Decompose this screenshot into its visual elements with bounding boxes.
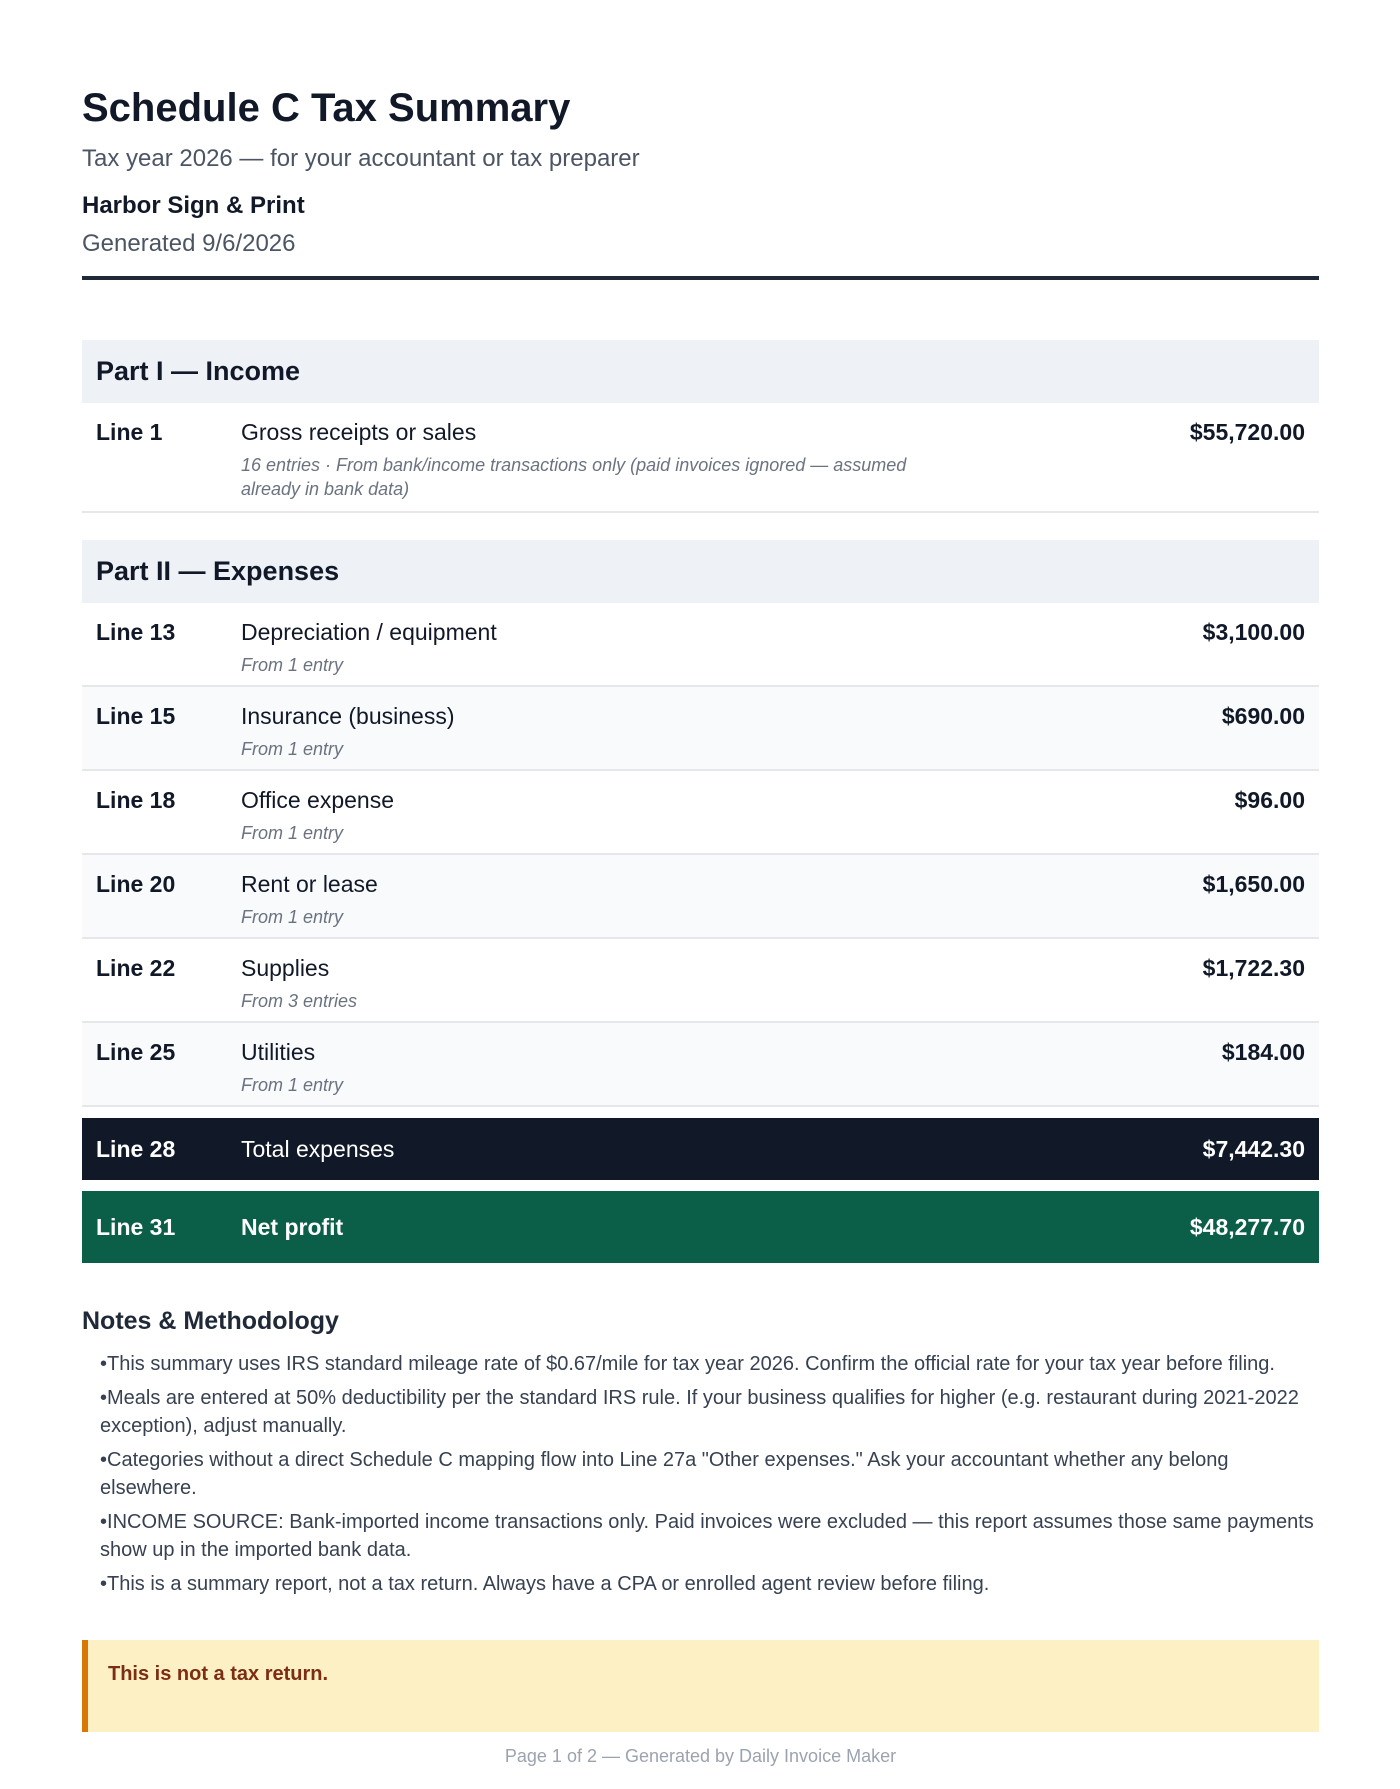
- notes-list: [100, 1350, 1320, 1604]
- warning-callout: [82, 1640, 1319, 1732]
- line-description: Office expense: [241, 787, 395, 813]
- page-subtitle: Tax year 2026 — for your accountant or tax preparer: [82, 145, 640, 172]
- list-item: • INCOME SOURCE: Bank-imported income transactions only. Paid invoices were excluded — this report assumes those same payments show up in the imported bank data.: [100, 1508, 1320, 1564]
- line-amount: $1,650.00: [1202, 871, 1305, 897]
- generated-date: Generated 9/6/2026: [82, 230, 296, 257]
- list-item: • This summary uses IRS standard mileage rate of $0.67/mile for tax year 2026. Confirm the official rate for your tax year before filing.: [100, 1350, 1320, 1378]
- net-profit-row: [82, 1191, 1319, 1263]
- table-row: [82, 403, 1319, 513]
- line-note: From 1 entry: [241, 907, 344, 927]
- line-note: 16 entries · From bank/income transactions only (paid invoices ignored — assumed already in bank data): [241, 455, 907, 499]
- part2-title: Part II — Expenses: [96, 556, 340, 586]
- notes-title: Notes & Methodology: [82, 1307, 339, 1335]
- line-description: Insurance (business): [241, 703, 455, 729]
- part1-header: [82, 340, 1319, 403]
- header-divider: [82, 276, 1319, 280]
- line-description: Depreciation / equipment: [241, 619, 497, 645]
- line-description: Supplies: [241, 955, 330, 981]
- table-row: [82, 939, 1319, 1023]
- line-number: Line 18: [96, 787, 176, 813]
- line-number: Line 13: [96, 619, 176, 645]
- page-title: Schedule C Tax Summary: [82, 86, 571, 130]
- list-item: • Categories without a direct Schedule C mapping flow into Line 27a "Other expenses." Ask your accountant whether any belong elsewhere.: [100, 1446, 1320, 1502]
- line-note: From 3 entries: [241, 991, 358, 1011]
- part2-header: [82, 540, 1319, 603]
- line-number: Line 1: [96, 419, 163, 445]
- line-description: Net profit: [241, 1214, 344, 1240]
- table-row: [82, 771, 1319, 855]
- line-description: Rent or lease: [241, 871, 378, 897]
- line-number: Line 20: [96, 871, 176, 897]
- line-number: Line 28: [96, 1136, 176, 1162]
- business-name: Harbor Sign & Print: [82, 192, 305, 219]
- line-amount: $3,100.00: [1202, 619, 1305, 645]
- line-amount: $690.00: [1221, 703, 1305, 729]
- table-row: [82, 603, 1319, 687]
- list-item: • Meals are entered at 50% deductibility per the standard IRS rule. If your business qualifies for higher (e.g. restaurant during 2021-2022 exception), adjust manually.: [100, 1384, 1320, 1440]
- total-expenses-row: [82, 1118, 1319, 1180]
- table-row: [82, 687, 1319, 771]
- warning-text: This is not a tax return.: [108, 1663, 329, 1685]
- line-amount: $1,722.30: [1202, 955, 1305, 981]
- line-amount: $96.00: [1234, 787, 1305, 813]
- line-description: Utilities: [241, 1039, 316, 1065]
- list-item: • This is a summary report, not a tax return. Always have a CPA or enrolled agent review before filing.: [100, 1570, 1320, 1598]
- line-number: Line 15: [96, 703, 176, 729]
- line-number: Line 31: [96, 1214, 176, 1240]
- line-description: Gross receipts or sales: [241, 419, 477, 445]
- total-expenses-amount: $7,442.30: [1202, 1136, 1305, 1162]
- line-note: From 1 entry: [241, 1075, 344, 1095]
- line-amount: $184.00: [1221, 1039, 1305, 1065]
- line-note: From 1 entry: [241, 655, 344, 675]
- line-amount: $55,720.00: [1189, 419, 1305, 445]
- table-row: [82, 855, 1319, 939]
- line-note: From 1 entry: [241, 823, 344, 843]
- table-row: [82, 1023, 1319, 1107]
- line-number: Line 22: [96, 955, 176, 981]
- line-description: Total expenses: [241, 1136, 395, 1162]
- line-note: From 1 entry: [241, 739, 344, 759]
- line-number: Line 25: [96, 1039, 176, 1065]
- part1-title: Part I — Income: [96, 356, 301, 386]
- net-profit-amount: $48,277.70: [1189, 1214, 1305, 1240]
- page-footer: Page 1 of 2 — Generated by Daily Invoice Maker: [504, 1746, 897, 1766]
